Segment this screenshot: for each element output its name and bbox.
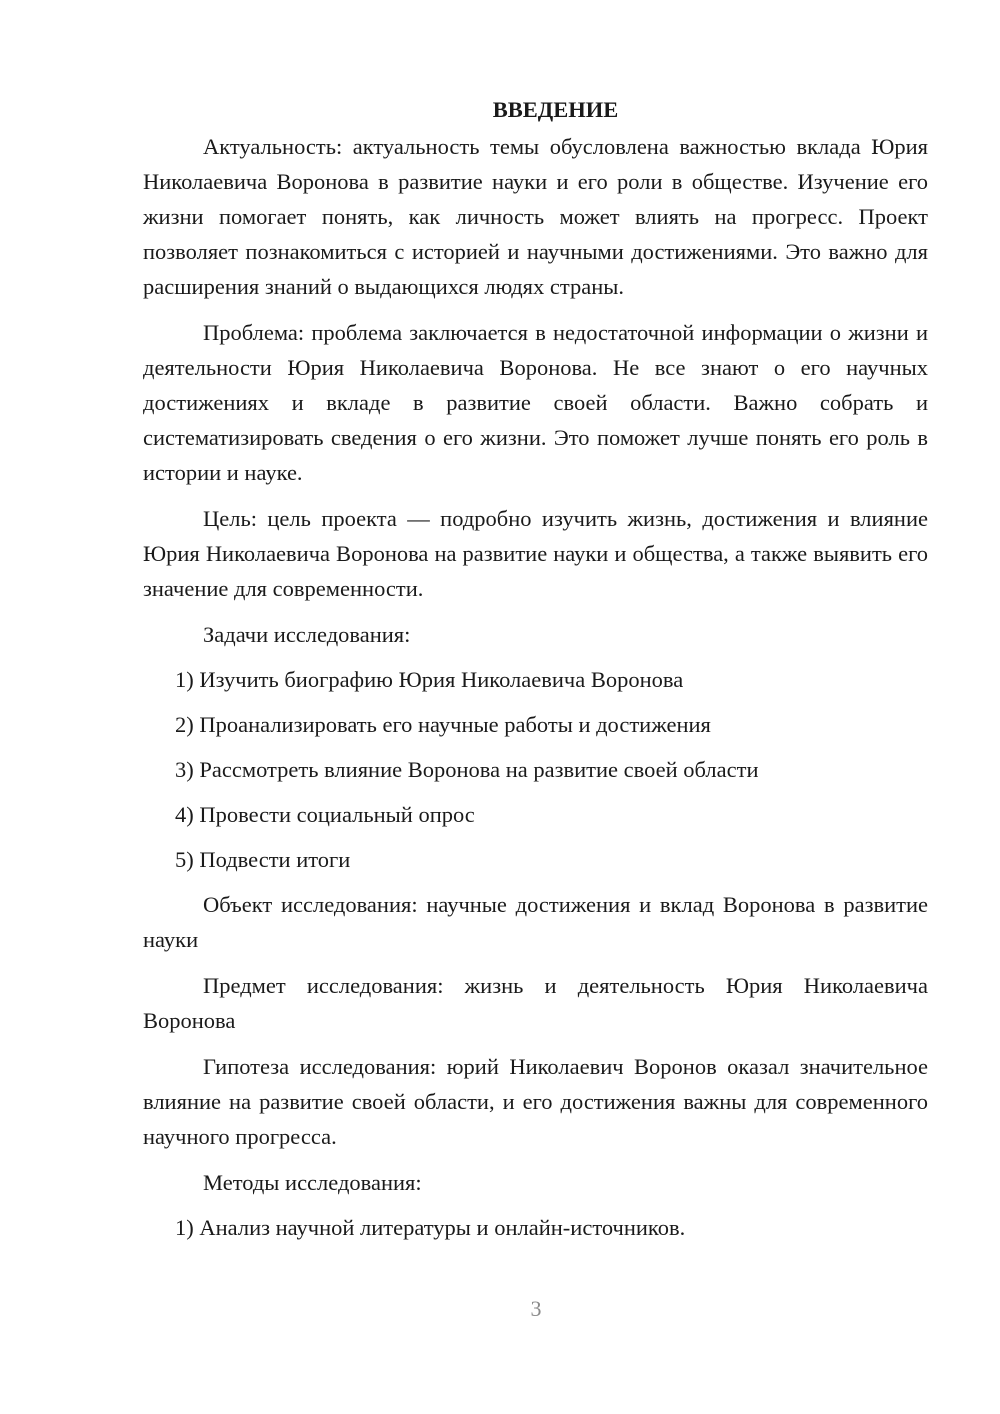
page-number: 3	[530, 1296, 542, 1321]
problem-paragraph: Проблема: проблема заключается в недостаточной информации о жизни и деятельности Юрия Николаевича Воронова. Не все знают о его научных достижениях и вкладе в развитие своей области. Важно собрать и систематизировать сведения о его жизни. Это поможет лучше понять его роль в истории и науке.	[143, 320, 928, 485]
section-title: ВВЕДЕНИЕ	[492, 97, 619, 122]
subject-paragraph: Предмет исследования: жизнь и деятельность Юрия Николаевича Воронова	[143, 973, 928, 1033]
methods-heading: Методы исследования:	[203, 1170, 422, 1195]
goal-paragraph: Цель: цель проекта — подробно изучить жизнь, достижения и влияние Юрия Николаевича Воронова на развитие науки и общества, а также выявить его значение для современности.	[143, 506, 928, 601]
object-paragraph: Объект исследования: научные достижения и вклад Воронова в развитие науки	[143, 892, 928, 952]
task-item: 4) Провести социальный опрос	[175, 802, 475, 827]
methods-list	[143, 1210, 928, 1245]
tasks-heading: Задачи исследования:	[203, 622, 411, 647]
tasks-list	[143, 662, 928, 877]
document-page	[143, 92, 928, 1255]
task-item: 2) Проанализировать его научные работы и достижения	[175, 712, 711, 737]
task-item: 1) Изучить биографию Юрия Николаевича Воронова	[175, 667, 684, 692]
relevance-paragraph: Актуальность: актуальность темы обусловлена важностью вклада Юрия Николаевича Воронова в развитие науки и его роли в обществе. Изучение его жизни помогает понять, как личность может влиять на прогресс. Проект позволяет познакомиться с историей и научными достижениями. Это важно для расширения знаний о выдающихся людях страны.	[143, 134, 928, 299]
task-item: 5) Подвести итоги	[175, 847, 351, 872]
hypothesis-paragraph: Гипотеза исследования: юрий Николаевич Воронов оказал значительное влияние на развитие своей области, и его достижения важны для современного научного прогресса.	[143, 1054, 928, 1149]
task-item: 3) Рассмотреть влияние Воронова на развитие своей области	[175, 757, 759, 782]
method-item: 1) Анализ научной литературы и онлайн-источников.	[175, 1215, 686, 1240]
